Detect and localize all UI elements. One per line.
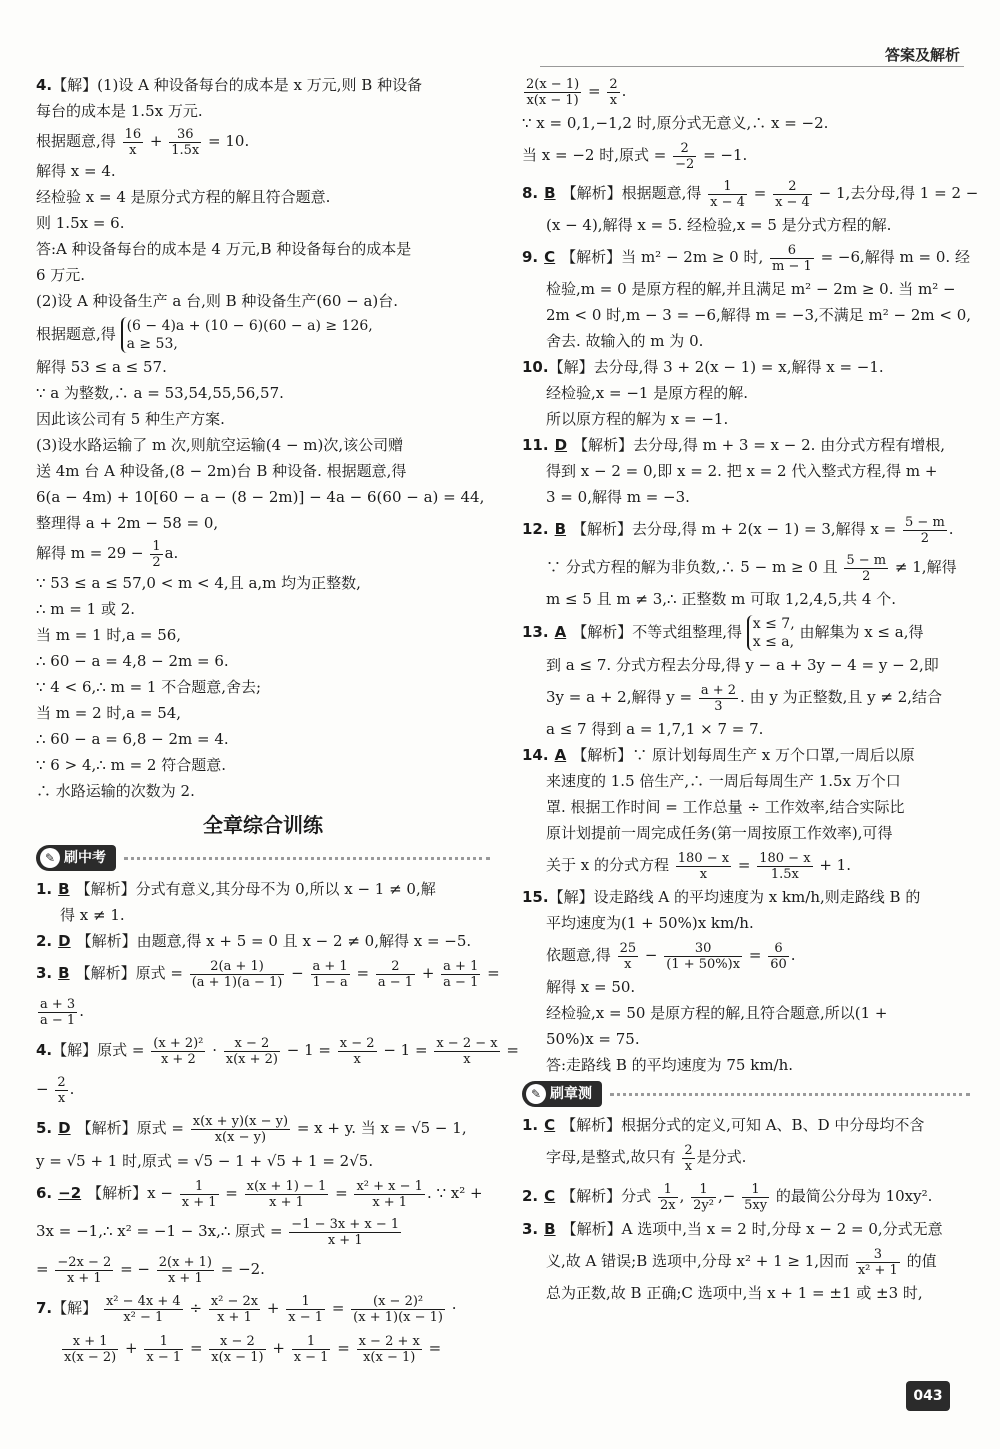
q4-line-22: ∴ 60 − a = 4,8 − 2m = 6. bbox=[36, 652, 229, 670]
dotted-divider bbox=[610, 1093, 970, 1096]
equation-system: (6 − 4)a + (10 − 6)(60 − a) ≥ 126, a ≥ 53, bbox=[121, 317, 373, 353]
q4-line-21: 当 m = 1 时,a = 56, bbox=[36, 626, 182, 644]
q4-line-19: ∵ 53 ≤ a ≤ 57,0 < m < 4,且 a,m 均为正整数, bbox=[36, 574, 361, 592]
fraction: $\frac{a + 3}{a - 1}$ bbox=[40, 996, 76, 1028]
answer-5-line-1: 5. D 【解析】原式 = $\frac{x(x + y)(x - y)}{x(x - y)}$ = x + y. 当 x = √5 − 1, bbox=[36, 1113, 467, 1145]
q4-line-17: 整理得 a + 2m − 58 = 0, bbox=[36, 514, 219, 532]
fraction: $\frac{x(x + 1) - 1}{x + 1}$ bbox=[246, 1178, 327, 1210]
q4-line-4: 解得 x = 4. bbox=[36, 162, 116, 180]
answer-8-line-1: 8. B 【解析】根据题意,得 $\frac{1}{x - 4}$ = $\frac{2}{x - 4}$ − 1,去分母,得 1 = 2 − bbox=[522, 178, 979, 210]
answer-14-line-4: 原计划提前一周完成任务(第一周按原工作效率),可得 bbox=[546, 824, 893, 842]
answer-14-line-5: 关于 x 的分式方程 $\frac{180 - x}{x}$ = $\frac{180 - x}{1.5x}$ + 1. bbox=[546, 850, 851, 882]
q4-line-26: ∵ 6 > 4,∴ m = 2 符合题意. bbox=[36, 756, 226, 774]
brush-icon: ✎ bbox=[526, 1084, 546, 1104]
q4-line-16: 6(a − 4m) + 10[60 − a − (8 − 2m)] − 4a − 6(60 − a) = 44, bbox=[36, 488, 485, 506]
answer-12-line-2: ∵ 分式方程的解为非负数,∴ 5 − m ≥ 0 且 $\frac{5 - m}{2}$ ≠ 1,解得 bbox=[546, 552, 957, 584]
answer-11-line-3: 3 = 0,解得 m = −3. bbox=[546, 488, 690, 506]
fraction: $\frac{2}{x}$ bbox=[609, 76, 618, 108]
answer-13-line-1: 13. A 【解析】不等式组整理,得 x ≤ 7, x ≤ a, 由解集为 x ≤ a,得 bbox=[522, 616, 924, 650]
answer-10-line-1: 10.【解】去分母,得 3 + 2(x − 1) = x,解得 x = −1. bbox=[522, 358, 884, 376]
answer-7-line-1: 7.【解】 $\frac{\text{x² − 4x + 4}}{\text{x² − 1}}$ ÷ $\frac{\text{x² − 2x}}{x + 1}$ + $\frac{1}{x - 1}$ = $\frac{\text{(x − 2)²}}{(x + 1)(x - 1)}$ · bbox=[36, 1293, 457, 1325]
answer-10-line-3: 所以原方程的解为 x = −1. bbox=[546, 410, 729, 428]
banner-zhongkao bbox=[36, 844, 490, 872]
fraction: $\frac{\text{x² + x − 1}}{x + 1}$ bbox=[356, 1178, 423, 1210]
answer-3-line-1: 3. B 【解析】原式 = $\frac{2(a + 1)}{(a + 1)(a - 1)}$ − $\frac{a + 1}{1 - a}$ = $\frac{2}{a - 1}$ + $\frac{a + 1}{a - 1}$ = bbox=[36, 958, 500, 990]
page-number: 043 bbox=[906, 1381, 950, 1411]
answer-13-line-2: 到 a ≤ 7. 分式方程去分母,得 y − a + 3y − 4 = y − 2,即 bbox=[546, 656, 939, 674]
answer-15-line-7: 答:走路线 B 的平均速度为 75 km/h. bbox=[546, 1056, 794, 1074]
q4-line-24: 当 m = 2 时,a = 54, bbox=[36, 704, 182, 722]
answer-14-line-2: 来速度的 1.5 倍生产,∴ 一周后每周生产 1.5x 万个口 bbox=[546, 772, 901, 790]
answer-15-line-6: 50%)x = 75. bbox=[546, 1030, 640, 1048]
fraction: $\frac{\text{(x − 2)²}}{(x + 1)(x - 1)}$ bbox=[353, 1293, 443, 1325]
banner-badge: ✎ 刷中考 bbox=[36, 845, 116, 871]
answer-15-line-1: 15.【解】设走路线 A 的平均速度为 x km/h,则走路线 B 的 bbox=[522, 888, 921, 906]
fraction: $\frac{\text{x² − 4x + 4}}{\text{x² − 1}}$ bbox=[105, 1293, 181, 1325]
fraction: $\frac{2(x - 1)}{x(x - 1)}$ bbox=[526, 76, 580, 108]
fraction: $\frac{1}{x - 1}$ bbox=[293, 1333, 329, 1365]
test-answer-1-line-2: 字母,是整式,故只有 $\frac{2}{x}$ 是分式. bbox=[546, 1142, 747, 1174]
answer-15-line-5: 经检验,x = 50 是原方程的解,且符合题意,所以(1 + bbox=[546, 1004, 888, 1022]
answer-14-line-1: 14. A 【解析】∵ 原计划每周生产 x 万个口罩,一周后以原 bbox=[522, 746, 915, 764]
answer-6-line-1: 6. −2 【解析】x − $\frac{1}{x + 1}$ = $\frac{x(x + 1) - 1}{x + 1}$ = $\frac{\text{x² + x − 1}}{x + 1}$ . ∵ x² + bbox=[36, 1178, 483, 1210]
answer-12-line-1: 12. B 【解析】去分母,得 m + 2(x − 1) = 3,解得 x = $\frac{5 - m}{2}$ . bbox=[522, 514, 954, 546]
fraction: $\frac{2(a + 1)}{(a + 1)(a - 1)}$ bbox=[191, 958, 283, 990]
fraction: $\frac{x(x + y)(x - y)}{x(x - y)}$ bbox=[192, 1113, 289, 1145]
q4-line-2: 每台的成本是 1.5x 万元. bbox=[36, 102, 203, 120]
banner-badge: ✎ 刷章测 bbox=[522, 1081, 602, 1107]
fraction: $\frac{1}{x - 1}$ bbox=[146, 1333, 182, 1365]
answer-7-line-2: $\frac{x + 1}{x(x - 2)}$ + $\frac{1}{x - 1}$ = $\frac{x - 2}{x(x - 1)}$ + $\frac{1}{x - 1}$ = $\frac{x - 2 + x}{x(x - 1)}$ = bbox=[64, 1333, 442, 1365]
test-answer-2: 2. C 【解析】分式 $\frac{1}{2x}$ , $\frac{1}{\text{2y²}}$ ,− $\frac{1}{5xy}$ 的最简公分母为 10xy². bbox=[522, 1181, 933, 1213]
fraction: $\frac{1}{5xy}$ bbox=[744, 1181, 768, 1213]
answer-3-line-2: $\frac{a + 3}{a - 1}$ . bbox=[40, 996, 84, 1028]
answer-9-line-2: 检验,m = 0 是原方程的解,并且满足 m² − 2m ≥ 0. 当 m² − bbox=[546, 280, 956, 298]
q4-line-12: ∵ a 为整数,∴ a = 53,54,55,56,57. bbox=[36, 384, 284, 402]
left-column bbox=[36, 72, 519, 1368]
q4-line-8: 6 万元. bbox=[36, 266, 86, 284]
fraction: $\frac{x - 2 + x}{x(x - 1)}$ bbox=[358, 1333, 420, 1365]
fraction: $\frac{1}{x - 4}$ bbox=[710, 178, 745, 210]
q4-line-14: (3)设水路运输了 m 次,则航空运输(4 − m)次,该公司赠 bbox=[36, 436, 404, 454]
answer-1-line-2: 得 x ≠ 1. bbox=[60, 906, 125, 924]
q4-line-23: ∵ 4 < 6,∴ m = 1 不合题意,舍去; bbox=[36, 678, 262, 696]
q4-line-11: 解得 53 ≤ a ≤ 57. bbox=[36, 358, 167, 376]
fraction: $\frac{2}{x - 4}$ bbox=[775, 178, 810, 210]
answer-13-line-4: a ≤ 7 得到 a = 1,7,1 × 7 = 7. bbox=[546, 720, 764, 738]
fraction: $\frac{-2x - 2}{x + 1}$ bbox=[57, 1254, 112, 1286]
answer-12-line-3: m ≤ 5 且 m ≠ 3,∴ 正整数 m 可取 1,2,4,5,共 4 个. bbox=[546, 590, 896, 608]
fraction: $\frac{1}{2}$ bbox=[152, 538, 161, 570]
test-answer-3-line-1: 3. B 【解析】A 选项中,当 x = 2 时,分母 x − 2 = 0,分式无意 bbox=[522, 1220, 943, 1238]
answer-11-line-1: 11. D 【解析】去分母,得 m + 3 = x − 2. 由分式方程有增根, bbox=[522, 436, 945, 454]
answer-15-line-3: 依题意,得 $\frac{25}{x}$ − $\frac{30}{(1 + 50\%)x}$ = $\frac{6}{60}$ . bbox=[546, 940, 796, 972]
answer-2: 2. D 【解析】由题意,得 x + 5 = 0 且 x − 2 ≠ 0,解得 x = −5. bbox=[36, 932, 472, 950]
answer-7-cont-line-2: ∵ x = 0,1,−1,2 时,原分式无意义,∴ x = −2. bbox=[522, 114, 829, 132]
test-answer-1-line-1: 1. C 【解析】根据分式的定义,可知 A、B、D 中分母均不含 bbox=[522, 1116, 925, 1134]
fraction: $\frac{1}{x - 1}$ bbox=[288, 1293, 324, 1325]
q4-line-18: 解得 m = 29 − $\frac{1}{2}$ a. bbox=[36, 538, 179, 570]
fraction: $\frac{2}{a - 1}$ bbox=[377, 958, 414, 990]
fraction: $\frac{5 - m}{2}$ bbox=[846, 552, 887, 584]
fraction: $\frac{1}{2x}$ bbox=[659, 1181, 676, 1213]
fraction: $\frac{1}{\text{2y²}}$ bbox=[693, 1181, 714, 1213]
fraction: $\frac{2}{x}$ bbox=[684, 1142, 693, 1174]
test-answer-3-line-3: 总为正数,故 B 正确;C 选项中,当 x + 1 = ±1 或 ±3 时, bbox=[546, 1284, 923, 1302]
fraction: $\frac{\text{(x + 2)²}}{x + 2}$ bbox=[153, 1035, 204, 1067]
answer-4-line-1: 4.【解】原式 = $\frac{\text{(x + 2)²}}{x + 2}$ · $\frac{x - 2}{x(x + 2)}$ − 1 = $\frac{x - 2}{x}$ − 1 = $\frac{x - 2 - x}{x}$ = bbox=[36, 1035, 519, 1067]
fraction: $\frac{6}{m - 1}$ bbox=[772, 242, 812, 274]
answer-6-line-2: 3x = −1,∴ x² = −1 − 3x,∴ 原式 = $\frac{-1 - 3x + x - 1}{x + 1}$ bbox=[36, 1216, 400, 1248]
brush-icon: ✎ bbox=[40, 848, 60, 868]
fraction: $\frac{\text{x² − 2x}}{x + 1}$ bbox=[210, 1293, 259, 1325]
fraction: $\frac{a + 2}{3}$ bbox=[700, 682, 737, 714]
answer-7-cont-line-1: $\frac{2(x - 1)}{x(x - 1)}$ = $\frac{2}{x}$ . bbox=[526, 76, 627, 108]
answer-6-line-3: = $\frac{-2x - 2}{x + 1}$ = − $\frac{2(x + 1)}{x + 1}$ = −2. bbox=[36, 1254, 265, 1286]
q4-line-6: 则 1.5x = 6. bbox=[36, 214, 125, 232]
q4-line-15: 送 4m 台 A 种设备,(8 − 2m)台 B 种设备. 根据题意,得 bbox=[36, 462, 407, 480]
q4-line-13: 因此该公司有 5 种生产方案. bbox=[36, 410, 225, 428]
fraction: $\frac{2}{x}$ bbox=[57, 1074, 66, 1106]
fraction: $\frac{6}{60}$ bbox=[770, 940, 787, 972]
fraction: $\frac{x - 2}{x(x - 1)}$ bbox=[211, 1333, 264, 1365]
q4-line-5: 经检验 x = 4 是原分式方程的解且符合题意. bbox=[36, 188, 331, 206]
page-header: 答案及解析 bbox=[884, 46, 960, 64]
answer-9-line-3: 2m < 0 时,m − 3 = −6,解得 m = −3,不满足 m² − 2m < 0, bbox=[546, 306, 972, 324]
q4-line-9: (2)设 A 种设备生产 a 台,则 B 种设备生产(60 − a)台. bbox=[36, 292, 399, 310]
dotted-divider bbox=[124, 857, 490, 860]
answer-7-cont-line-3: 当 x = −2 时,原式 = $\frac{2}{-2}$ = −1. bbox=[522, 140, 748, 172]
answer-9-line-1: 9. C 【解析】当 m² − 2m ≥ 0 时, $\frac{6}{m - 1}$ = −6,解得 m = 0. 经 bbox=[522, 242, 970, 274]
answer-15-line-4: 解得 x = 50. bbox=[546, 978, 636, 996]
answer-11-line-2: 得到 x − 2 = 0,即 x = 2. 把 x = 2 代入整式方程,得 m + bbox=[546, 462, 938, 480]
right-column bbox=[522, 72, 979, 1306]
test-answer-3-line-2: 义,故 A 错误;B 选项中,分母 x² + 1 ≥ 1,因而 $\frac{3}{\text{x² + 1}}$ 的值 bbox=[546, 1246, 937, 1278]
fraction: $\frac{1}{x + 1}$ bbox=[181, 1178, 217, 1210]
fraction: $\frac{30}{(1 + 50\%)x}$ bbox=[666, 940, 741, 972]
answer-13-line-3: 3y = a + 2,解得 y = $\frac{a + 2}{3}$ . 由 y 为正整数,且 y ≠ 2,结合 bbox=[546, 682, 943, 714]
answer-4-line-2: − $\frac{2}{x}$ . bbox=[36, 1074, 75, 1106]
fraction: $\frac{x - 2}{x}$ bbox=[339, 1035, 375, 1067]
answer-5-line-2: y = √5 + 1 时,原式 = √5 − 1 + √5 + 1 = 2√5. bbox=[36, 1152, 374, 1170]
q4-line-20: ∴ m = 1 或 2. bbox=[36, 600, 136, 618]
q4-line-1: 4.【解】(1)设 A 种设备每台的成本是 x 万元,则 B 种设备 bbox=[36, 76, 423, 94]
fraction: $\frac{-1 - 3x + x - 1}{x + 1}$ bbox=[291, 1216, 400, 1248]
answer-8-line-2: (x − 4),解得 x = 5. 经检验,x = 5 是分式方程的解. bbox=[546, 216, 892, 234]
fraction: $\frac{x - 2 - x}{x}$ bbox=[436, 1035, 498, 1067]
banner-zhangce bbox=[522, 1080, 970, 1108]
fraction: $\frac{x + 1}{x(x - 2)}$ bbox=[64, 1333, 117, 1365]
fraction: $\frac{3}{\text{x² + 1}}$ bbox=[857, 1246, 898, 1278]
q4-line-7: 答:A 种设备每台的成本是 4 万元,B 种设备每台的成本是 bbox=[36, 240, 412, 258]
fraction: $\frac{2(x + 1)}{x + 1}$ bbox=[158, 1254, 212, 1286]
answer-10-line-2: 经检验,x = −1 是原方程的解. bbox=[546, 384, 748, 402]
fraction: $\frac{36}{1.5x}$ bbox=[171, 126, 200, 158]
answer-15-line-2: 平均速度为(1 + 50%)x km/h. bbox=[546, 914, 754, 932]
fraction: $\frac{16}{x}$ bbox=[124, 126, 142, 158]
header-rule bbox=[540, 66, 964, 67]
answer-9-line-4: 舍去. 故输入的 m 为 0. bbox=[546, 332, 704, 350]
fraction: $\frac{a + 1}{1 - a}$ bbox=[312, 958, 348, 990]
q4-line-25: ∴ 60 − a = 6,8 − 2m = 4. bbox=[36, 730, 229, 748]
fraction: $\frac{5 - m}{2}$ bbox=[905, 514, 945, 546]
answer-14-line-3: 罩. 根据工作时间 = 工作总量 ÷ 工作效率,结合实际比 bbox=[546, 798, 905, 816]
answer-1-line-1: 1. B 【解析】分式有意义,其分母不为 0,所以 x − 1 ≠ 0,解 bbox=[36, 880, 436, 898]
q4-line-10: 根据题意,得 (6 − 4)a + (10 − 6)(60 − a) ≥ 126, a ≥ 53, bbox=[36, 318, 373, 352]
section-title: 全章综合训练 bbox=[203, 813, 323, 837]
inequality-system: x ≤ 7, x ≤ a, bbox=[747, 615, 795, 651]
q4-line-3: 根据题意,得 $\frac{16}{x}$ + $\frac{36}{1.5x}$ = 10. bbox=[36, 126, 250, 158]
fraction: $\frac{180 - x}{x}$ bbox=[677, 850, 730, 882]
fraction: $\frac{x - 2}{x(x + 2)}$ bbox=[225, 1035, 278, 1067]
q4-line-27: ∴ 水路运输的次数为 2. bbox=[36, 782, 195, 800]
fraction: $\frac{25}{x}$ bbox=[619, 940, 637, 972]
fraction: $\frac{2}{-2}$ bbox=[675, 140, 695, 172]
fraction: $\frac{180 - x}{1.5x}$ bbox=[759, 850, 811, 882]
fraction: $\frac{a + 1}{a - 1}$ bbox=[443, 958, 479, 990]
